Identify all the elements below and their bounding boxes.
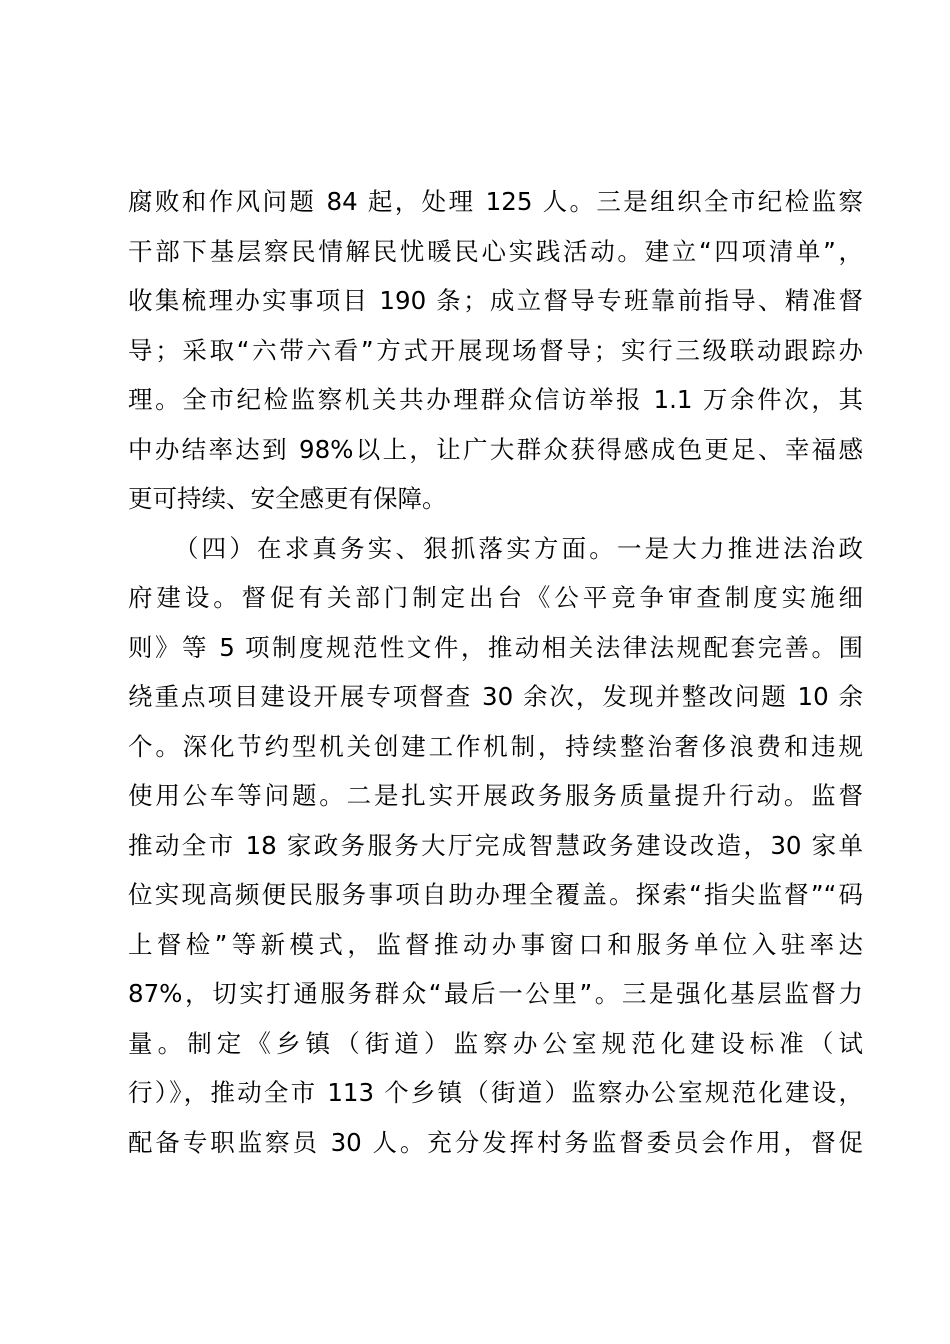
text-line-4: 导；采取“六带六看”方式开展现场督导；实行三级联动跟踪办 [128,335,863,365]
text-line-11: 绕重点项目建设开展专项督查 30 余次，发现并整改问题 10 余 [128,682,863,711]
text-line-16: 上督检”等新模式，监督推动办事窗口和服务单位入驻率达 [128,929,863,959]
text-line-6: 中办结率达到 98%以上，让广大群众获得感成色更足、幸福感 [128,434,863,464]
section-heading-line: （四）在求真务实、狠抓落实方面。一是大力推进法治政 [174,533,863,563]
text-line-12: 个。深化节约型机关创建工作机制，持续整治奢侈浪费和违规 [128,731,863,761]
text-line-1: 腐败和作风问题 84 起，处理 125 人。三是组织全市纪检监察 [128,187,863,216]
text-line-7: 更可持续、安全感更有保障。 [128,484,447,513]
text-line-10: 则》等 5 项制度规范性文件，推动相关法律法规配套完善。围 [128,632,863,662]
text-line-15: 位实现高频便民服务事项自助办理全覆盖。探索“指尖监督”“码 [128,880,863,909]
text-line-14: 推动全市 18 家政务服务大厅完成智慧政务建设改造，30 家单 [128,830,863,860]
text-line-13: 使用公车等问题。二是扎实开展政务服务质量提升行动。监督 [128,781,863,810]
text-line-18: 量。制定《乡镇（街道）监察办公室规范化建设标准（试 [128,1028,863,1058]
text-line-2: 干部下基层察民情解民忧暖民心实践活动。建立“四项清单”， [128,236,863,266]
document-body [128,177,863,1167]
text-line-5: 理。全市纪检监察机关共办理群众信访举报 1.1 万余件次，其 [128,385,863,414]
text-line-17: 87%，切实打通服务群众“最后一公里”。三是强化基层监督力 [128,979,863,1008]
text-line-19: 行）》，推动全市 113 个乡镇（街道）监察办公室规范化建设， [128,1078,863,1107]
text-line-9: 府建设。督促有关部门制定出台《公平竞争审查制度实施细 [128,583,863,612]
text-line-20: 配备专职监察员 30 人。充分发挥村务监督委员会作用，督促 [128,1127,863,1157]
text-line-3: 收集梳理办实事项目 190 条；成立督导专班靠前指导、精准督 [128,286,863,315]
